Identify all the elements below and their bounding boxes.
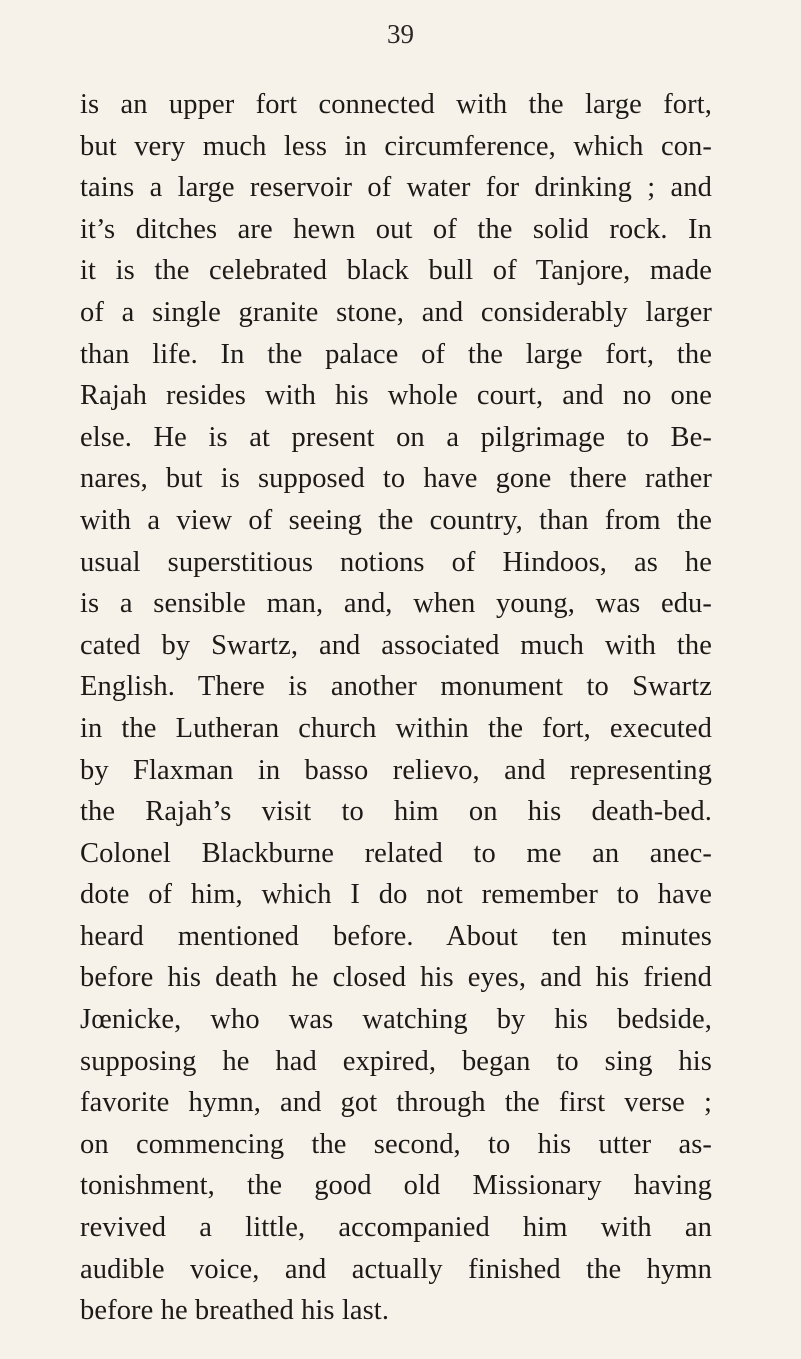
text-line: Rajah resides with his whole court, and no one xyxy=(80,380,712,412)
body-text xyxy=(80,84,712,1332)
text-line: by Flaxman in basso relievo, and representing xyxy=(80,754,712,786)
text-line: cated by Swartz, and associated much with the xyxy=(80,629,712,661)
text-line: English. There is another monument to Swartz xyxy=(80,671,712,703)
text-line: else. He is at present on a pilgrimage to Be- xyxy=(80,421,712,453)
page-number: 39 xyxy=(387,19,414,49)
text-line: Jœnicke, who was watching by his bedside, xyxy=(80,1004,712,1036)
text-line: tains a large reservoir of water for drinking ; and xyxy=(80,172,712,204)
text-line: usual superstitious notions of Hindoos, as he xyxy=(80,546,712,578)
text-line: is a sensible man, and, when young, was edu- xyxy=(80,588,712,620)
text-line: heard mentioned before. About ten minutes xyxy=(80,920,712,952)
text-line: Colonel Blackburne related to me an anec- xyxy=(80,837,712,869)
text-line: but very much less in circumference, which con- xyxy=(80,130,712,162)
text-line: before he breathed his last. xyxy=(80,1295,390,1327)
text-line: it is the celebrated black bull of Tanjore, made xyxy=(80,255,712,287)
text-line: than life. In the palace of the large fort, the xyxy=(80,338,712,370)
text-line: is an upper fort connected with the large fort, xyxy=(80,89,712,120)
text-line: with a view of seeing the country, than from the xyxy=(80,504,712,536)
text-line: favorite hymn, and got through the first verse ; xyxy=(80,1087,712,1119)
text-line: of a single granite stone, and considerably larger xyxy=(80,296,712,328)
text-line: nares, but is supposed to have gone there rather xyxy=(80,463,712,495)
text-line: revived a little, accompanied him with an xyxy=(80,1212,712,1244)
text-line: on commencing the second, to his utter as- xyxy=(80,1128,712,1160)
text-line: in the Lutheran church within the fort, executed xyxy=(80,712,712,744)
text-line: it’s ditches are hewn out of the solid rock. In xyxy=(80,213,712,245)
text-line: before his death he closed his eyes, and his friend xyxy=(80,962,712,994)
text-line: audible voice, and actually finished the hymn xyxy=(80,1253,712,1285)
text-line: the Rajah’s visit to him on his death-bed. xyxy=(80,796,712,828)
text-line: tonishment, the good old Missionary having xyxy=(80,1170,712,1202)
text-line: dote of him, which I do not remember to have xyxy=(80,879,712,911)
text-line: supposing he had expired, began to sing his xyxy=(80,1045,712,1077)
